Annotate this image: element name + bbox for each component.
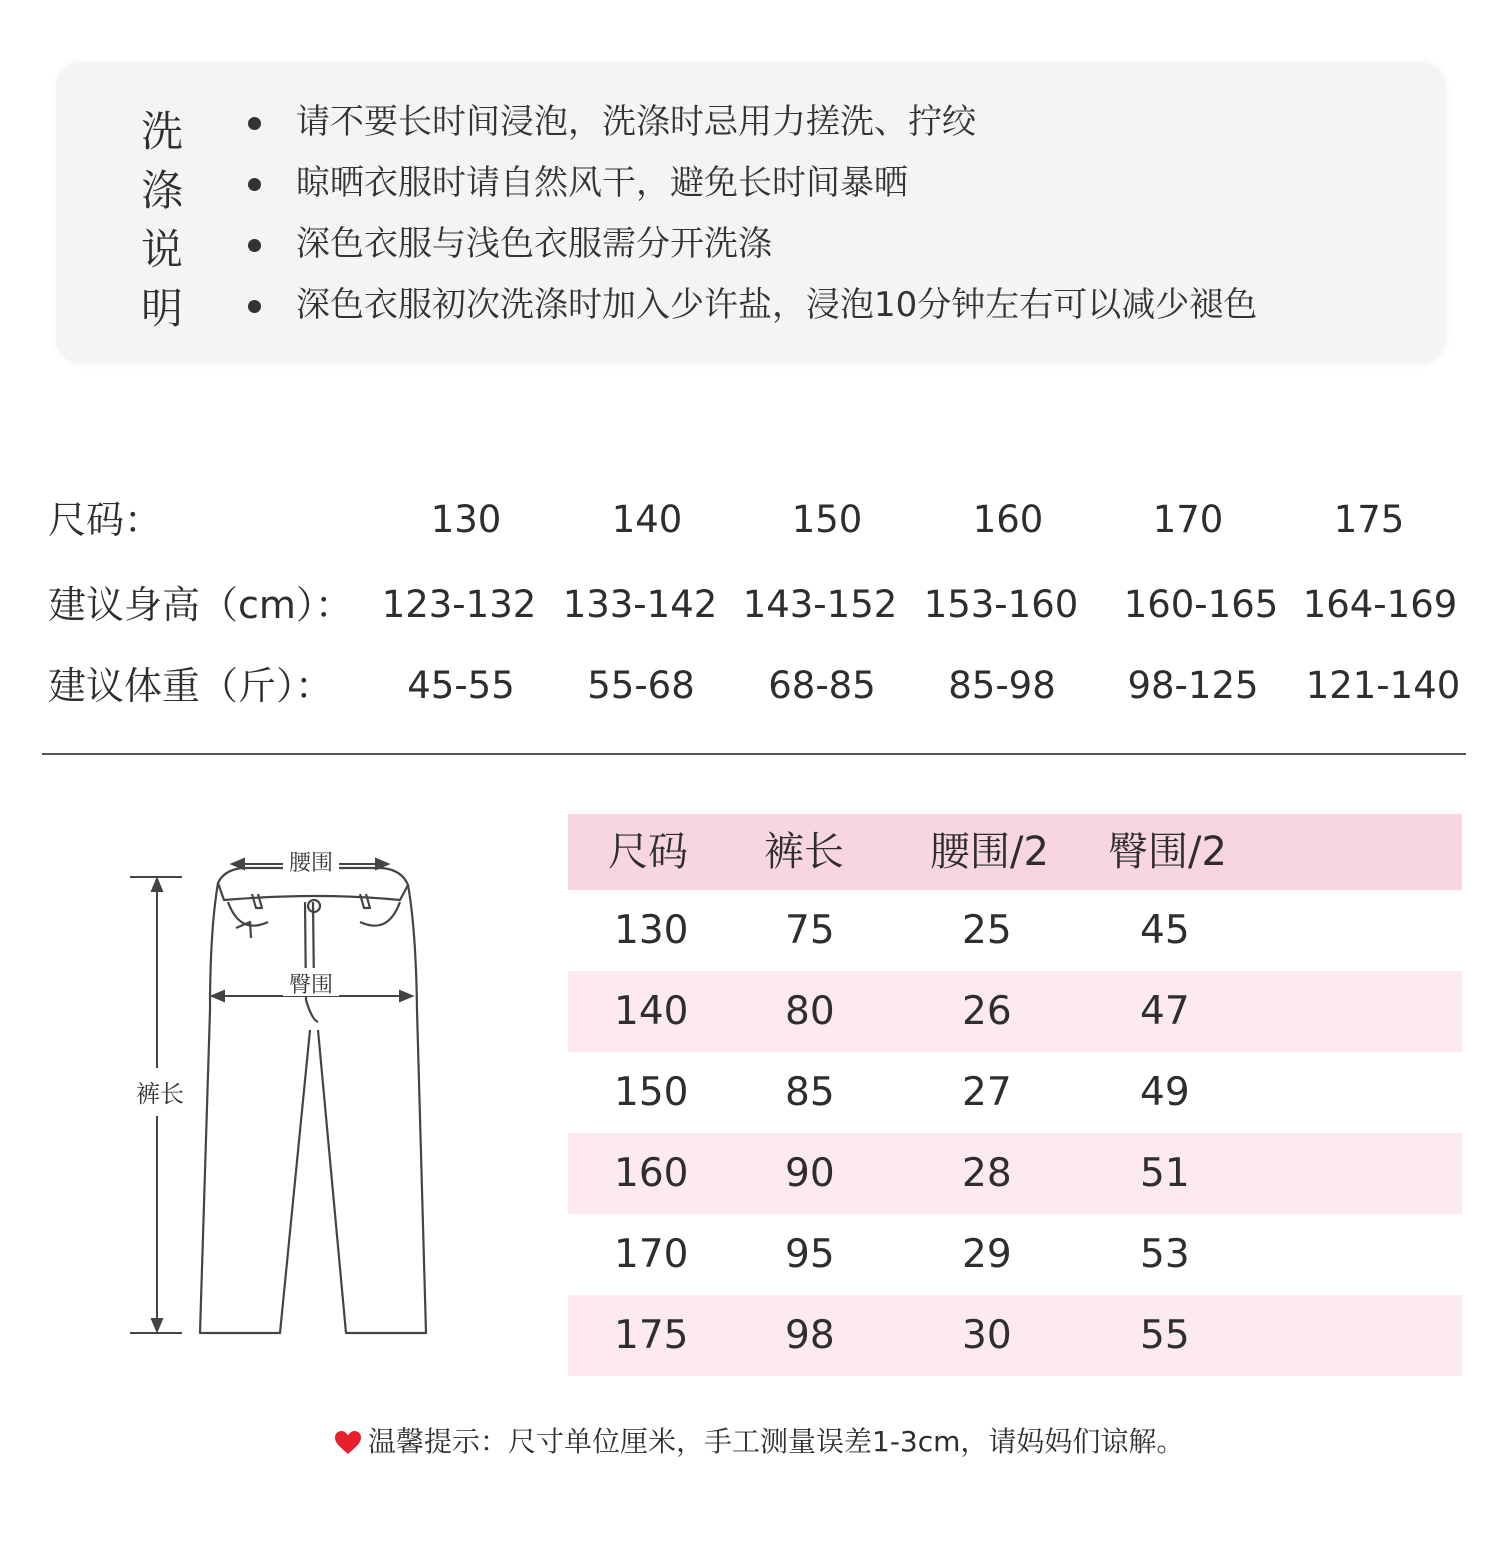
cell-length: 95 bbox=[785, 1232, 835, 1277]
cell-hip: 55 bbox=[1140, 1313, 1190, 1358]
washing-title-char: 涤 bbox=[140, 166, 183, 215]
size-value: 130 bbox=[430, 498, 502, 541]
weight-value: 45-55 bbox=[407, 664, 515, 707]
size-table bbox=[568, 814, 1462, 1376]
cell-size: 160 bbox=[614, 1151, 689, 1196]
cell-size: 170 bbox=[614, 1232, 689, 1277]
cell-waist: 25 bbox=[962, 908, 1012, 953]
table-row bbox=[568, 1133, 1462, 1214]
cell-waist: 29 bbox=[962, 1232, 1012, 1277]
table-row bbox=[568, 971, 1462, 1052]
size-value: 140 bbox=[611, 498, 683, 541]
washing-title-char: 说 bbox=[140, 225, 183, 274]
cell-waist: 26 bbox=[962, 989, 1012, 1034]
recommend-size-row bbox=[0, 490, 1500, 550]
washing-title-char: 明 bbox=[140, 284, 183, 333]
cell-length: 85 bbox=[785, 1070, 835, 1115]
pants-outline-icon bbox=[200, 868, 426, 1333]
recommend-height-row bbox=[0, 575, 1500, 635]
weight-value: 68-85 bbox=[768, 664, 876, 707]
size-value: 170 bbox=[1152, 498, 1224, 541]
bullet-icon bbox=[248, 300, 261, 313]
weight-value: 98-125 bbox=[1127, 664, 1259, 707]
table-header bbox=[568, 814, 1462, 890]
washing-title bbox=[136, 102, 188, 338]
table-row bbox=[568, 1214, 1462, 1295]
size-value: 175 bbox=[1333, 498, 1405, 541]
table-row bbox=[568, 1052, 1462, 1133]
washing-item bbox=[246, 275, 1257, 336]
height-label: 建议身高（cm）： bbox=[48, 583, 353, 627]
washing-item-text: 深色衣服初次洗涤时加入少许盐，浸泡10分钟左右可以减少褪色 bbox=[296, 285, 1258, 325]
height-value: 143-152 bbox=[742, 583, 898, 626]
size-value: 150 bbox=[791, 498, 863, 541]
hip-diagram-label: 臀围 bbox=[288, 973, 334, 998]
cell-hip: 47 bbox=[1140, 989, 1190, 1034]
cell-size: 175 bbox=[614, 1313, 689, 1358]
header-size: 尺码 bbox=[608, 829, 688, 875]
washing-item-text: 深色衣服与浅色衣服需分开洗涤 bbox=[296, 224, 772, 264]
washing-title-char: 洗 bbox=[140, 107, 183, 156]
cell-waist: 27 bbox=[962, 1070, 1012, 1115]
washing-item bbox=[246, 92, 1257, 153]
recommend-weight-row bbox=[0, 656, 1500, 716]
cell-size: 130 bbox=[614, 908, 689, 953]
bullet-icon bbox=[248, 178, 261, 191]
cell-waist: 30 bbox=[962, 1313, 1012, 1358]
waist-diagram-label: 腰围 bbox=[288, 851, 334, 876]
cell-hip: 51 bbox=[1140, 1151, 1190, 1196]
cell-waist: 28 bbox=[962, 1151, 1012, 1196]
size-tip bbox=[334, 1417, 1184, 1467]
table-row bbox=[568, 890, 1462, 971]
cell-length: 75 bbox=[785, 908, 835, 953]
cell-length: 80 bbox=[785, 989, 835, 1034]
header-hip: 臀围/2 bbox=[1108, 829, 1227, 875]
weight-value: 85-98 bbox=[948, 664, 1056, 707]
height-value: 164-169 bbox=[1302, 583, 1458, 626]
length-diagram-label: 裤长 bbox=[136, 1080, 184, 1108]
tip-text: 温馨提示：尺寸单位厘米，手工测量误差1-3cm，请妈妈们谅解。 bbox=[368, 1425, 1185, 1458]
height-value: 133-142 bbox=[562, 583, 718, 626]
cell-length: 90 bbox=[785, 1151, 835, 1196]
cell-hip: 45 bbox=[1140, 908, 1190, 953]
bullet-icon bbox=[248, 239, 261, 252]
weight-label: 建议体重（斤）： bbox=[48, 664, 334, 708]
cell-hip: 49 bbox=[1140, 1070, 1190, 1115]
size-value: 160 bbox=[972, 498, 1044, 541]
table-row bbox=[568, 1295, 1462, 1376]
washing-list bbox=[246, 92, 1257, 336]
bullet-icon bbox=[248, 117, 261, 130]
size-label: 尺码： bbox=[48, 498, 163, 542]
washing-instructions-panel bbox=[56, 62, 1446, 364]
header-length: 裤长 bbox=[764, 829, 844, 875]
height-value: 153-160 bbox=[923, 583, 1079, 626]
cell-size: 140 bbox=[614, 989, 689, 1034]
height-value: 160-165 bbox=[1123, 583, 1279, 626]
cell-size: 150 bbox=[614, 1070, 689, 1115]
header-waist: 腰围/2 bbox=[930, 829, 1049, 875]
height-value: 123-132 bbox=[381, 583, 537, 626]
weight-value: 121-140 bbox=[1305, 664, 1461, 707]
heart-icon bbox=[334, 1430, 362, 1456]
washing-item bbox=[246, 214, 1257, 275]
cell-length: 98 bbox=[785, 1313, 835, 1358]
washing-item-text: 晾晒衣服时请自然风干，避免长时间暴晒 bbox=[296, 163, 908, 203]
pants-measurement-diagram bbox=[120, 840, 440, 1350]
section-divider bbox=[42, 753, 1466, 755]
washing-item-text: 请不要长时间浸泡，洗涤时忌用力搓洗、拧绞 bbox=[296, 102, 976, 142]
cell-hip: 53 bbox=[1140, 1232, 1190, 1277]
washing-item bbox=[246, 153, 1257, 214]
weight-value: 55-68 bbox=[587, 664, 695, 707]
